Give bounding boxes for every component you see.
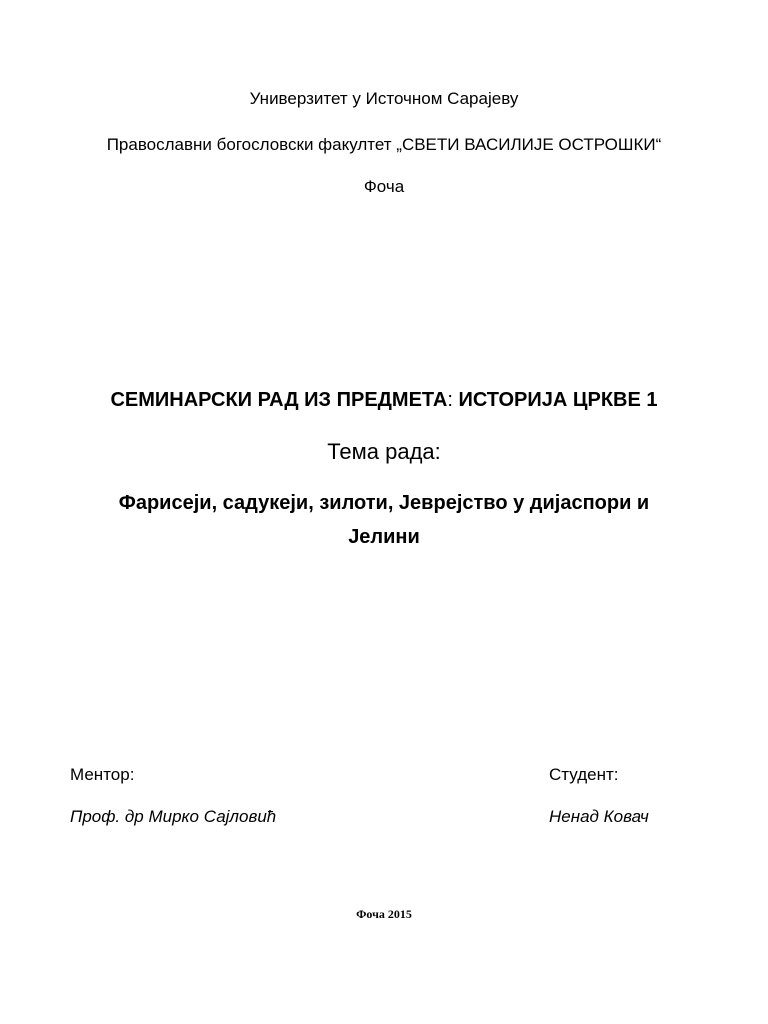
- mentor-name: Проф. др Мирко Сајловић: [70, 807, 277, 826]
- mentor-label: Ментор:: [70, 765, 135, 784]
- seminar-prefix: СЕМИНАРСКИ РАД ИЗ ПРЕДМЕТА: [110, 389, 448, 411]
- topic-title: [0, 486, 768, 554]
- topic-title-line-2: Јелини: [348, 526, 420, 548]
- university-name: Универзитет у Источном Сарајеву: [249, 89, 519, 108]
- topic-title-line-1: Фарисеји, садукеји, зилоти, Јеврејство у дијаспори и: [118, 492, 650, 514]
- footer-place-year: Фоча 2015: [356, 907, 412, 921]
- seminar-subject: ИСТОРИЈА ЦРКВЕ 1: [452, 389, 658, 411]
- student-label: Студент:: [549, 765, 619, 784]
- seminar-colon: :: [447, 389, 453, 411]
- student-name: Ненад Ковач: [549, 807, 649, 826]
- faculty-name: Православни богословски факултет „СВЕТИ ВАСИЛИЈЕ ОСТРОШКИ“: [106, 135, 662, 154]
- seminar-title: [0, 389, 768, 412]
- topic-label: Тема рада:: [327, 439, 441, 464]
- city-name: Фоча: [363, 177, 405, 196]
